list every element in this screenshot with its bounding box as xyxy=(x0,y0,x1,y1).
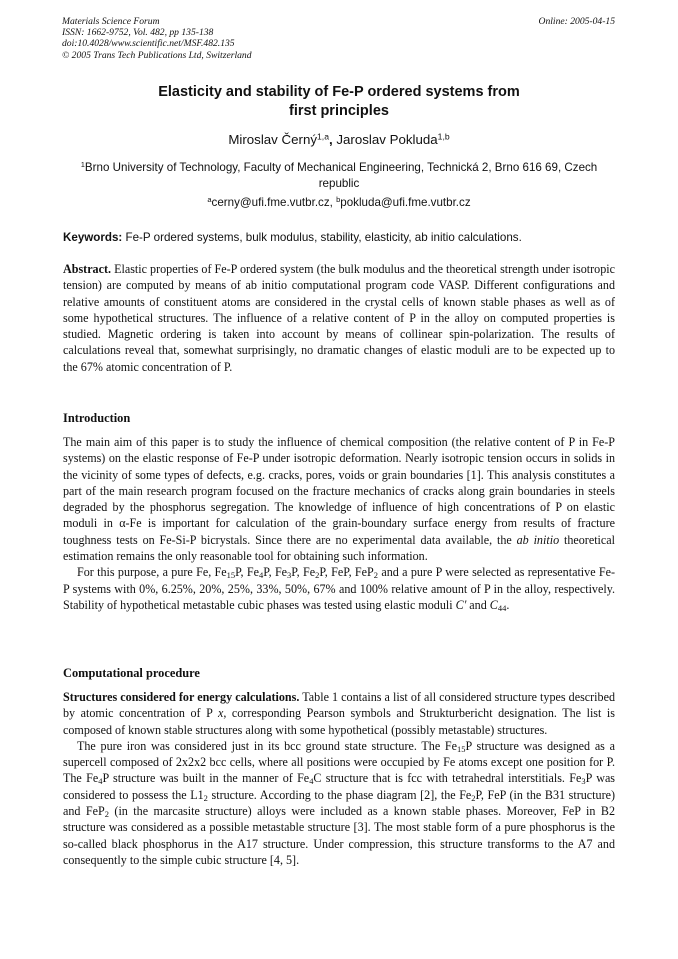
author-2: Jaroslav Pokluda xyxy=(336,132,438,147)
title-line-1: Elasticity and stability of Fe-P ordered systems from xyxy=(158,84,520,100)
affiliation-mark: 1 xyxy=(80,159,85,169)
author-1: Miroslav Černý xyxy=(228,132,317,147)
email-a: cerny@ufi.fme.vutbr.cz, xyxy=(211,196,337,209)
issn-line: ISSN: 1662-9752, Vol. 482, pp 135-138 xyxy=(62,27,214,39)
abstract xyxy=(63,261,615,375)
copyright-line: © 2005 Trans Tech Publications Ltd, Switzerland xyxy=(62,49,252,61)
doi-line: doi:10.4028/www.scientific.net/MSF.482.135 xyxy=(62,38,235,50)
author-separator: , xyxy=(329,132,337,147)
email-line xyxy=(62,196,616,209)
intro-paragraph-2: For this purpose, a pure Fe, $Fe_{15}P$, $Fe_4P$, $Fe_3P$, $Fe_2P$, FeP, FeP$_2$ and a pure P were selected as representative Fe-P systems with 0%, 6.25%, 20%, 25%, 33%, 50%, 67% and 100% relative amount of P in the alloy, respectively. Stability of hypothetical metastable cubic phases was tested using elastic moduli C' and $C_{44}$. xyxy=(63,565,616,614)
abstract-text: Elastic properties of Fe-P ordered system (the bulk modulus and the theoretical strength under isotropic tension) are computed by means of ab initio computational program code VASP. Different configurations and relative amounts of constituent atoms are considered in the crystal cells of known stable phases as well as of some hypothetical structures. The influence of a relative content of P in the alloy on computed properties is studied. Magnetic ordering is taken into account by means of collinear spin-polarization. The results of calculations reveal that, somewhat surprisingly, no dramatic changes of elastic moduli are to be expected up to the 67% atomic concentration of P. xyxy=(63,262,615,374)
affiliation-text: Brno University of Technology, Faculty of Mechanical Engineering, Technická 2, Brno 616 69, Czech republic xyxy=(84,161,598,190)
comp-paragraph-2: The pure iron was considered just in its bcc ground state structure. The $Fe_{15}P$ structure was designed as a supercell composed of 2x2x2 bcc cells, where all positions were occupied by Fe atoms except one position for P. The $Fe_4P$ structure was built in the manner of $Fe_4C$ structure that is fcc with tetrahedral interstitials. $Fe_3P$ was considered to possess the $L1_2$ structure. According to the phase diagram [2], the $Fe_2P$, FeP (in the B31 structure) and FeP$_2$ (in the marcasite structure) alloys were included as a known stable phases. Moreover, FeP in B2 structure was considered as a possible metastable structure [3]. The most stable form of a pure phosphorus is the so-called black phosphorus in the A17 structure. Under compression, this structure transforms to the A7 and consequently to the simple cubic structure [4, 5]. xyxy=(63,738,616,867)
author-1-affil-mark: 1,a xyxy=(317,131,329,142)
online-date: Online: 2005-04-15 xyxy=(538,16,615,27)
keywords xyxy=(63,231,615,244)
computational-heading: Computational procedure xyxy=(63,666,200,680)
intro-paragraph-1: The main aim of this paper is to study the influence of chemical composition (the relative content of P in Fe-P systems) on the elastic response of Fe-P under isotropic deformation. Nearly isotropic tension occurs in solids in the vicinity of some types of defects, e.g. cracks, pores, voids or grain boundaries [1]. This analysis constitutes a part of the main research program focused on the fracture mechanics of cracks along grain boundaries in steels degraded by the phosphorus segregation. The knowledge of influence of high concentrations of P on elastic moduli in α-Fe is important for calculation of the grain-boundary surface energy from results of fracture toughness tests on Fe-Si-P bicrystals. Since there are no experimental data available, the ab initio theoretical estimation remains the only reasonable tool for obtaining such information. xyxy=(63,435,616,564)
computational-body xyxy=(63,689,615,868)
email-a-mark: a xyxy=(207,194,212,204)
introduction-body xyxy=(63,434,615,613)
affiliation xyxy=(72,160,606,192)
abstract-label: Abstract. xyxy=(63,262,112,276)
email-b: pokluda@ufi.fme.vutbr.cz xyxy=(340,196,471,209)
journal-header xyxy=(62,16,252,61)
email-b-mark: b xyxy=(336,194,341,204)
author-list xyxy=(62,132,616,147)
paper-title xyxy=(62,83,616,121)
title-line-2: first principles xyxy=(289,103,389,119)
author-2-affil-mark: 1,b xyxy=(437,131,450,142)
keywords-label: Keywords: xyxy=(63,231,123,244)
journal-name: Materials Science Forum xyxy=(62,16,160,27)
comp-paragraph-1: Structures considered for energy calculations. Table 1 contains a list of all considered structure types described by atomic concentration of P x, corresponding Pearson symbols and Strukturbericht designation. The list is composed of known stable structures along with some hypothetical (possibly metastable) structures. xyxy=(63,690,615,737)
keywords-text: Fe-P ordered systems, bulk modulus, stability, elasticity, ab initio calculations. xyxy=(122,231,522,244)
introduction-heading: Introduction xyxy=(63,411,131,425)
